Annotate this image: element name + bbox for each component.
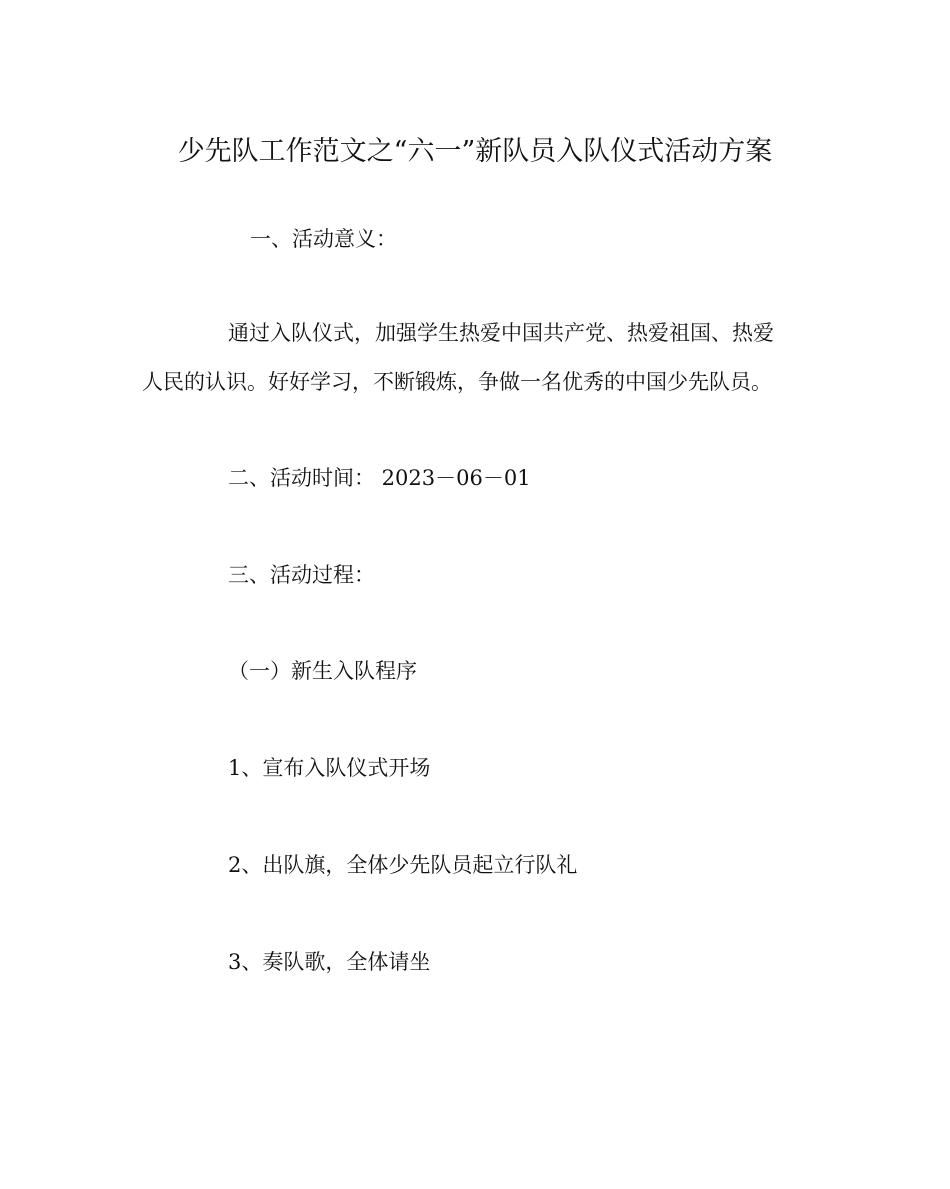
section-1-paragraph-line-2: 人民的认识。好好学习，不断锻炼，争做一名优秀的中国少先队员。 (142, 370, 772, 394)
step-item: 1、宣布入队仪式开场 (228, 756, 431, 780)
subsection-1-heading: （一）新生入队程序 (228, 659, 417, 683)
section-3-heading: 三、活动过程： (228, 563, 375, 587)
section-1-paragraph-line-1: 通过入队仪式，加强学生热爱中国共产党、热爱祖国、热爱 (228, 321, 774, 345)
step-item: 2、出队旗，全体少先队员起立行队礼 (228, 853, 578, 877)
section-1-heading: 一、活动意义： (250, 227, 397, 251)
document-title: 少先队工作范文之“六一”新队员入队仪式活动方案 (177, 136, 773, 167)
section-2-heading: 二、活动时间： 2023－06－01 (228, 466, 531, 490)
step-item: 3、奏队歌，全体请坐 (228, 950, 431, 974)
